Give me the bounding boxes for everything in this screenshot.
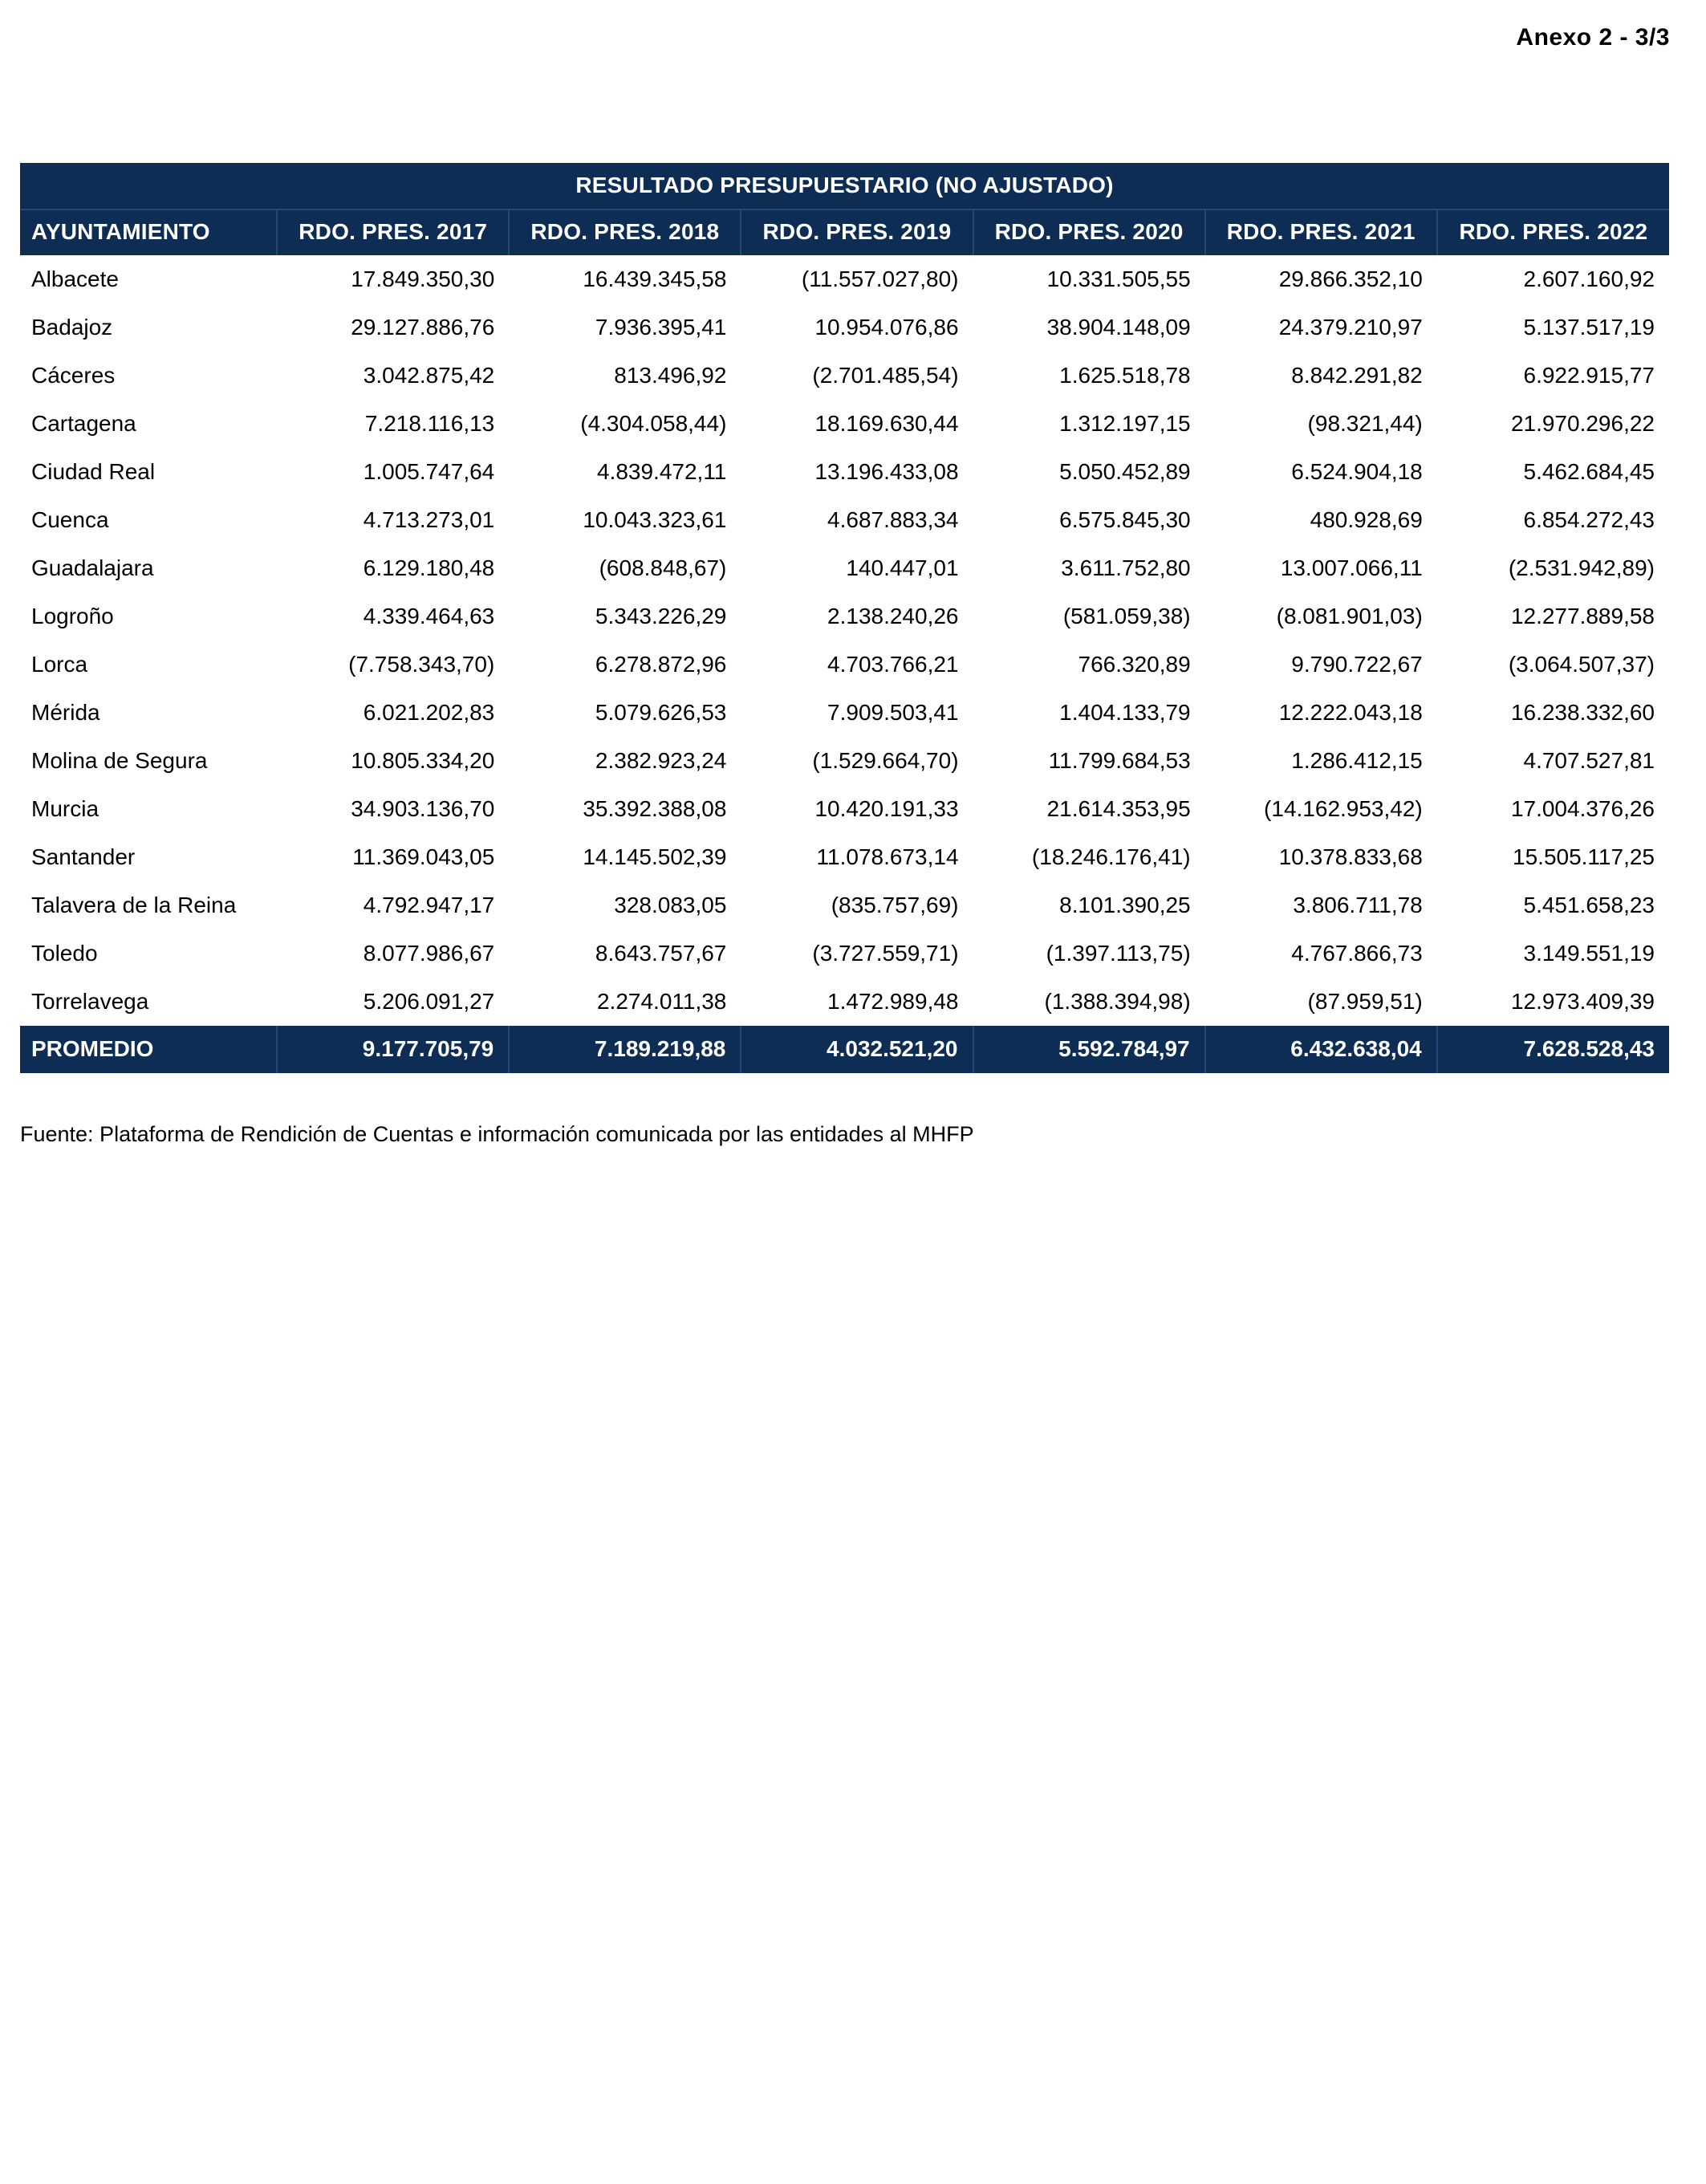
cell-value-2020: 11.799.684,53 <box>973 737 1205 785</box>
table-row <box>20 544 1669 592</box>
cell-value-2020: 3.611.752,80 <box>973 544 1205 592</box>
budget-result-table <box>20 163 1669 1073</box>
column-header-2018[interactable]: RDO. PRES. 2018 <box>509 209 741 255</box>
average-row <box>20 1026 1669 1073</box>
cell-value-2022: 12.973.409,39 <box>1437 978 1669 1026</box>
cell-value-2018: 7.936.395,41 <box>509 303 741 352</box>
cell-value-2020: 1.625.518,78 <box>973 352 1205 400</box>
cell-value-2020: 5.050.452,89 <box>973 448 1205 496</box>
table-row <box>20 929 1669 978</box>
cell-value-2018: 35.392.388,08 <box>509 785 741 833</box>
cell-value-2017: 7.218.116,13 <box>277 400 509 448</box>
cell-value-2022: 5.451.658,23 <box>1437 881 1669 929</box>
cell-value-2021: 12.222.043,18 <box>1205 689 1437 737</box>
cell-value-2017: 6.129.180,48 <box>277 544 509 592</box>
table-column-header-row <box>20 209 1669 255</box>
cell-value-2019: 11.078.673,14 <box>741 833 973 881</box>
table-row <box>20 881 1669 929</box>
cell-municipality: Ciudad Real <box>20 448 277 496</box>
cell-value-2022: 15.505.117,25 <box>1437 833 1669 881</box>
cell-value-2021: 1.286.412,15 <box>1205 737 1437 785</box>
cell-municipality: Molina de Segura <box>20 737 277 785</box>
table-row <box>20 689 1669 737</box>
source-note: Fuente: Plataforma de Rendición de Cuentas e información comunicada por las entidades al MHFP <box>20 1122 974 1146</box>
cell-value-2017: 4.713.273,01 <box>277 496 509 544</box>
cell-value-2021: 6.524.904,18 <box>1205 448 1437 496</box>
cell-value-2017: 3.042.875,42 <box>277 352 509 400</box>
cell-value-2022: 6.854.272,43 <box>1437 496 1669 544</box>
cell-value-2021: 10.378.833,68 <box>1205 833 1437 881</box>
table-row <box>20 978 1669 1026</box>
average-value-2018: 7.189.219,88 <box>509 1026 741 1073</box>
cell-value-2019: 10.954.076,86 <box>741 303 973 352</box>
cell-value-2022: 5.137.517,19 <box>1437 303 1669 352</box>
cell-value-2017: 17.849.350,30 <box>277 255 509 303</box>
cell-value-2021: (87.959,51) <box>1205 978 1437 1026</box>
cell-value-2019: 1.472.989,48 <box>741 978 973 1026</box>
cell-municipality: Guadalajara <box>20 544 277 592</box>
cell-value-2021: (8.081.901,03) <box>1205 592 1437 641</box>
cell-value-2020: 8.101.390,25 <box>973 881 1205 929</box>
cell-value-2018: 5.343.226,29 <box>509 592 741 641</box>
budget-table-container <box>20 163 1669 1073</box>
table-row <box>20 255 1669 303</box>
cell-value-2018: 4.839.472,11 <box>509 448 741 496</box>
table-row <box>20 496 1669 544</box>
cell-value-2019: 7.909.503,41 <box>741 689 973 737</box>
cell-value-2022: 16.238.332,60 <box>1437 689 1669 737</box>
table-row <box>20 833 1669 881</box>
cell-value-2022: 21.970.296,22 <box>1437 400 1669 448</box>
average-value-2021: 6.432.638,04 <box>1205 1026 1437 1073</box>
cell-value-2018: 813.496,92 <box>509 352 741 400</box>
column-header-2020[interactable]: RDO. PRES. 2020 <box>973 209 1205 255</box>
cell-value-2018: (4.304.058,44) <box>509 400 741 448</box>
cell-value-2019: (2.701.485,54) <box>741 352 973 400</box>
cell-municipality: Cuenca <box>20 496 277 544</box>
cell-value-2018: 5.079.626,53 <box>509 689 741 737</box>
cell-value-2018: 10.043.323,61 <box>509 496 741 544</box>
cell-value-2022: 2.607.160,92 <box>1437 255 1669 303</box>
column-header-2021[interactable]: RDO. PRES. 2021 <box>1205 209 1437 255</box>
cell-value-2018: 2.382.923,24 <box>509 737 741 785</box>
table-title-row <box>20 163 1669 209</box>
cell-municipality: Logroño <box>20 592 277 641</box>
cell-value-2017: 11.369.043,05 <box>277 833 509 881</box>
column-header-2017[interactable]: RDO. PRES. 2017 <box>277 209 509 255</box>
cell-value-2019: (11.557.027,80) <box>741 255 973 303</box>
cell-value-2017: 10.805.334,20 <box>277 737 509 785</box>
cell-value-2018: 6.278.872,96 <box>509 641 741 689</box>
cell-value-2020: 38.904.148,09 <box>973 303 1205 352</box>
cell-value-2018: 328.083,05 <box>509 881 741 929</box>
cell-value-2022: 12.277.889,58 <box>1437 592 1669 641</box>
cell-value-2021: (14.162.953,42) <box>1205 785 1437 833</box>
cell-value-2022: (3.064.507,37) <box>1437 641 1669 689</box>
cell-municipality: Torrelavega <box>20 978 277 1026</box>
cell-value-2019: 13.196.433,08 <box>741 448 973 496</box>
cell-value-2020: 6.575.845,30 <box>973 496 1205 544</box>
cell-value-2020: (1.388.394,98) <box>973 978 1205 1026</box>
average-value-2022: 7.628.528,43 <box>1437 1026 1669 1073</box>
cell-value-2017: 4.792.947,17 <box>277 881 509 929</box>
cell-value-2018: 14.145.502,39 <box>509 833 741 881</box>
cell-value-2020: (1.397.113,75) <box>973 929 1205 978</box>
cell-value-2020: 1.312.197,15 <box>973 400 1205 448</box>
cell-value-2020: 21.614.353,95 <box>973 785 1205 833</box>
table-row <box>20 303 1669 352</box>
cell-value-2021: 480.928,69 <box>1205 496 1437 544</box>
cell-value-2018: (608.848,67) <box>509 544 741 592</box>
cell-value-2017: 34.903.136,70 <box>277 785 509 833</box>
cell-municipality: Santander <box>20 833 277 881</box>
average-value-2019: 4.032.521,20 <box>741 1026 973 1073</box>
cell-value-2017: 5.206.091,27 <box>277 978 509 1026</box>
cell-value-2019: (3.727.559,71) <box>741 929 973 978</box>
cell-municipality: Lorca <box>20 641 277 689</box>
cell-value-2022: 6.922.915,77 <box>1437 352 1669 400</box>
table-head <box>20 163 1669 255</box>
cell-value-2021: 8.842.291,82 <box>1205 352 1437 400</box>
cell-value-2020: 1.404.133,79 <box>973 689 1205 737</box>
cell-value-2020: 766.320,89 <box>973 641 1205 689</box>
cell-value-2017: 29.127.886,76 <box>277 303 509 352</box>
cell-value-2019: (835.757,69) <box>741 881 973 929</box>
column-header-ayuntamiento[interactable]: AYUNTAMIENTO <box>20 209 277 255</box>
cell-municipality: Mérida <box>20 689 277 737</box>
cell-value-2019: 140.447,01 <box>741 544 973 592</box>
average-value-2020: 5.592.784,97 <box>973 1026 1205 1073</box>
cell-value-2020: (18.246.176,41) <box>973 833 1205 881</box>
cell-municipality: Albacete <box>20 255 277 303</box>
cell-value-2017: 4.339.464,63 <box>277 592 509 641</box>
table-title: RESULTADO PRESUPUESTARIO (NO AJUSTADO) <box>20 163 1669 209</box>
column-header-2019[interactable]: RDO. PRES. 2019 <box>741 209 973 255</box>
cell-value-2017: 1.005.747,64 <box>277 448 509 496</box>
cell-value-2019: 18.169.630,44 <box>741 400 973 448</box>
column-header-2022[interactable]: RDO. PRES. 2022 <box>1437 209 1669 255</box>
cell-municipality: Murcia <box>20 785 277 833</box>
cell-value-2021: 4.767.866,73 <box>1205 929 1437 978</box>
cell-municipality: Toledo <box>20 929 277 978</box>
cell-value-2019: 4.703.766,21 <box>741 641 973 689</box>
cell-value-2021: 29.866.352,10 <box>1205 255 1437 303</box>
table-row <box>20 737 1669 785</box>
cell-value-2021: 9.790.722,67 <box>1205 641 1437 689</box>
cell-municipality: Badajoz <box>20 303 277 352</box>
cell-value-2018: 16.439.345,58 <box>509 255 741 303</box>
table-row <box>20 448 1669 496</box>
cell-municipality: Cáceres <box>20 352 277 400</box>
cell-value-2018: 2.274.011,38 <box>509 978 741 1026</box>
table-row <box>20 400 1669 448</box>
cell-value-2017: (7.758.343,70) <box>277 641 509 689</box>
cell-value-2020: (581.059,38) <box>973 592 1205 641</box>
table-row <box>20 785 1669 833</box>
table-body <box>20 255 1669 1026</box>
cell-value-2018: 8.643.757,67 <box>509 929 741 978</box>
cell-value-2019: (1.529.664,70) <box>741 737 973 785</box>
cell-value-2022: 4.707.527,81 <box>1437 737 1669 785</box>
cell-value-2022: 5.462.684,45 <box>1437 448 1669 496</box>
table-foot <box>20 1026 1669 1073</box>
table-row <box>20 641 1669 689</box>
cell-value-2017: 6.021.202,83 <box>277 689 509 737</box>
cell-value-2017: 8.077.986,67 <box>277 929 509 978</box>
average-label: PROMEDIO <box>20 1026 277 1073</box>
cell-value-2019: 2.138.240,26 <box>741 592 973 641</box>
table-row <box>20 352 1669 400</box>
cell-value-2021: 24.379.210,97 <box>1205 303 1437 352</box>
cell-value-2022: 17.004.376,26 <box>1437 785 1669 833</box>
cell-municipality: Cartagena <box>20 400 277 448</box>
cell-value-2022: 3.149.551,19 <box>1437 929 1669 978</box>
cell-municipality: Talavera de la Reina <box>20 881 277 929</box>
cell-value-2022: (2.531.942,89) <box>1437 544 1669 592</box>
average-value-2017: 9.177.705,79 <box>277 1026 509 1073</box>
cell-value-2021: 13.007.066,11 <box>1205 544 1437 592</box>
cell-value-2021: 3.806.711,78 <box>1205 881 1437 929</box>
page-header-label: Anexo 2 - 3/3 <box>1516 24 1670 51</box>
cell-value-2019: 4.687.883,34 <box>741 496 973 544</box>
cell-value-2020: 10.331.505,55 <box>973 255 1205 303</box>
table-row <box>20 592 1669 641</box>
cell-value-2019: 10.420.191,33 <box>741 785 973 833</box>
cell-value-2021: (98.321,44) <box>1205 400 1437 448</box>
